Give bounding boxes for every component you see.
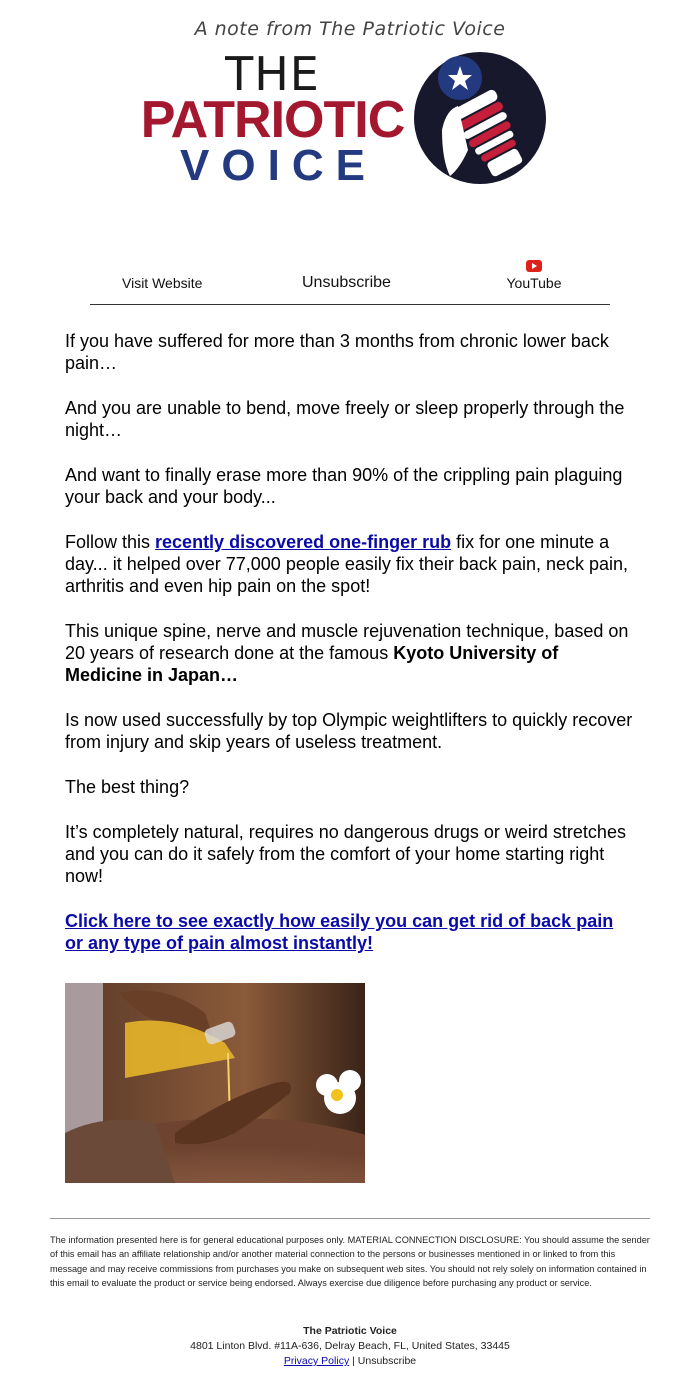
disclaimer-text: The information presented here is for general educational purposes only. MATERIAL CONNECTION DISCLOSURE: You should assume the sender of this email has an affiliate relationship and/or another material connection to the persons or businesses mentioned in or linked to from this message and may receive commissions from purchases you make on subsequent web sites. You should not rely solely on information contained in this email to evaluate the product or service being endorsed. Always exercise due diligence before purchasing any product or service. — [50, 1235, 650, 1288]
logo-wordmark — [140, 47, 405, 190]
footer-unsubscribe-link[interactable]: Unsubscribe — [357, 1355, 417, 1367]
footer-divider — [50, 1218, 650, 1219]
massage-oil-image — [65, 983, 365, 1183]
massage-photo[interactable] — [65, 983, 365, 1183]
nav-unsubscribe-link[interactable]: Unsubscribe — [302, 274, 391, 291]
youtube-icon — [526, 260, 542, 272]
logo-the: THE — [225, 47, 320, 101]
youtube-label: YouTube — [506, 275, 562, 291]
footer-link-separator: | — [349, 1355, 358, 1367]
footer-address: 4801 Linton Blvd. #11A-636, Delray Beach, FL, United States, 33445 — [190, 1340, 510, 1352]
email-body — [65, 330, 635, 977]
footer-org-name: The Patriotic Voice — [303, 1325, 397, 1337]
privacy-policy-link[interactable]: Privacy Policy — [283, 1355, 350, 1367]
paragraph-4: Follow this recently discovered one-finger rub fix for one minute a day... it helped over 77,000 people easily fix their back pain, neck pain, arthritis and even hip pain on the spot! — [65, 532, 629, 596]
nav-bar — [90, 256, 610, 305]
youtube-link[interactable] — [506, 260, 562, 291]
paragraph-2: And you are unable to bend, move freely or sleep properly through the night… — [65, 398, 625, 440]
paragraph-5: This unique spine, nerve and muscle rejuvenation technique, based on 20 years of research done at the famous Kyoto University of Medicine in Japan… — [65, 621, 629, 685]
footer-links — [0, 1354, 700, 1369]
logo-voice: VOICE — [180, 141, 377, 190]
logo-patriotic: PATRIOTIC — [140, 91, 405, 149]
one-finger-rub-link[interactable]: recently discovered one-finger rub — [155, 532, 452, 552]
paragraph-7: The best thing? — [65, 777, 190, 797]
paragraph-8: It’s completely natural, requires no dangerous drugs or weird stretches and you can do it safely from the comfort of your home starting right now! — [65, 822, 626, 886]
logo-microphone-icon — [412, 50, 548, 186]
kyoto-university-text: Kyoto University of Medicine in Japan… — [65, 643, 559, 685]
footer — [0, 1324, 700, 1369]
tagline: A note from The Patriotic Voice — [194, 18, 506, 40]
paragraph-1: If you have suffered for more than 3 months from chronic lower back pain… — [65, 331, 609, 373]
cta-paragraph — [65, 910, 635, 954]
cta-link[interactable]: Click here to see exactly how easily you can get rid of back pain or any type of pain almost instantly! — [65, 911, 614, 953]
paragraph-3: And want to finally erase more than 90% of the crippling pain plaguing your back and your body... — [65, 465, 623, 507]
paragraph-6: Is now used successfully by top Olympic weightlifters to quickly recover from injury and skip years of useless treatment. — [65, 710, 633, 752]
visit-website-link[interactable]: Visit Website — [122, 275, 203, 291]
